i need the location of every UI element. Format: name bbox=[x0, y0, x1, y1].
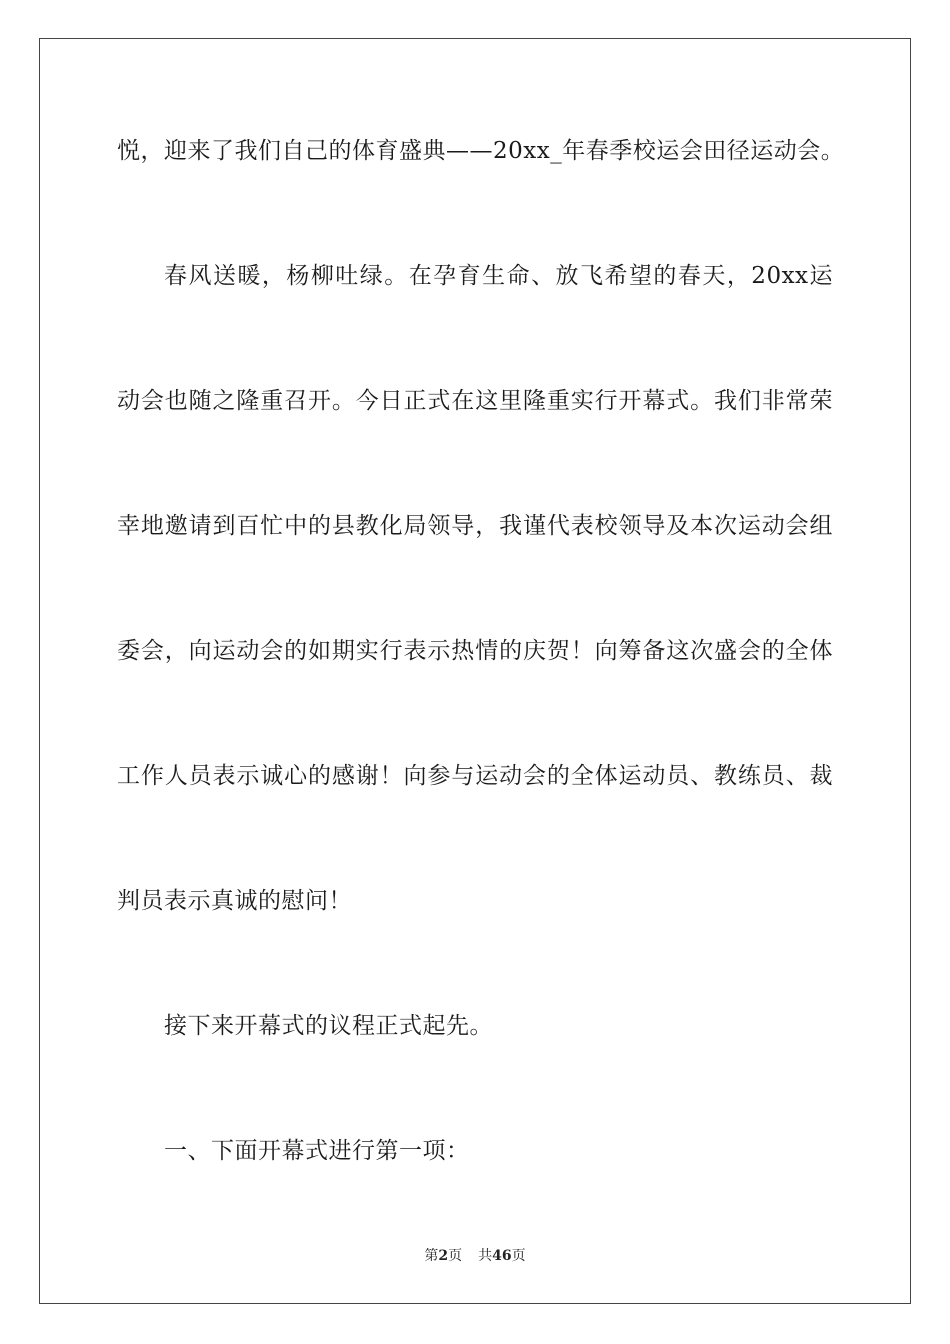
text-line-3: 动会也随之隆重召开。今日正式在这里隆重实行开幕式。我们非常荣 bbox=[117, 388, 833, 414]
footer-page-prefix: 第 bbox=[424, 1248, 439, 1264]
footer-total-pages: 46 bbox=[492, 1248, 512, 1264]
footer-total-suffix: 页 bbox=[511, 1248, 526, 1264]
text-line-4: 幸地邀请到百忙中的县教化局领导，我谨代表校领导及本次运动会组 bbox=[117, 513, 833, 539]
text-line-9: 一、下面开幕式进行第一项： bbox=[164, 1138, 470, 1164]
text-line-8: 接下来开幕式的议程正式起先。 bbox=[164, 1013, 493, 1039]
text-line-5: 委会，向运动会的如期实行表示热情的庆贺！向筹备这次盛会的全体 bbox=[117, 638, 833, 664]
text-line-2: 春风送暖，杨柳吐绿。在孕育生命、放飞希望的春天，20xx运 bbox=[164, 263, 833, 289]
page-footer bbox=[0, 1247, 950, 1265]
footer-page-number: 2 bbox=[438, 1248, 449, 1264]
footer-page-suffix: 页 bbox=[448, 1248, 463, 1264]
footer-total-prefix: 共 bbox=[478, 1248, 493, 1264]
text-line-6: 工作人员表示诚心的感谢！向参与运动会的全体运动员、教练员、裁 bbox=[117, 763, 833, 789]
page-border bbox=[39, 38, 911, 1304]
text-line-1: 悦，迎来了我们自己的体育盛典——20xx_年春季校运会田径运动会。 bbox=[117, 138, 845, 164]
text-line-7: 判员表示真诚的慰问！ bbox=[117, 888, 352, 914]
